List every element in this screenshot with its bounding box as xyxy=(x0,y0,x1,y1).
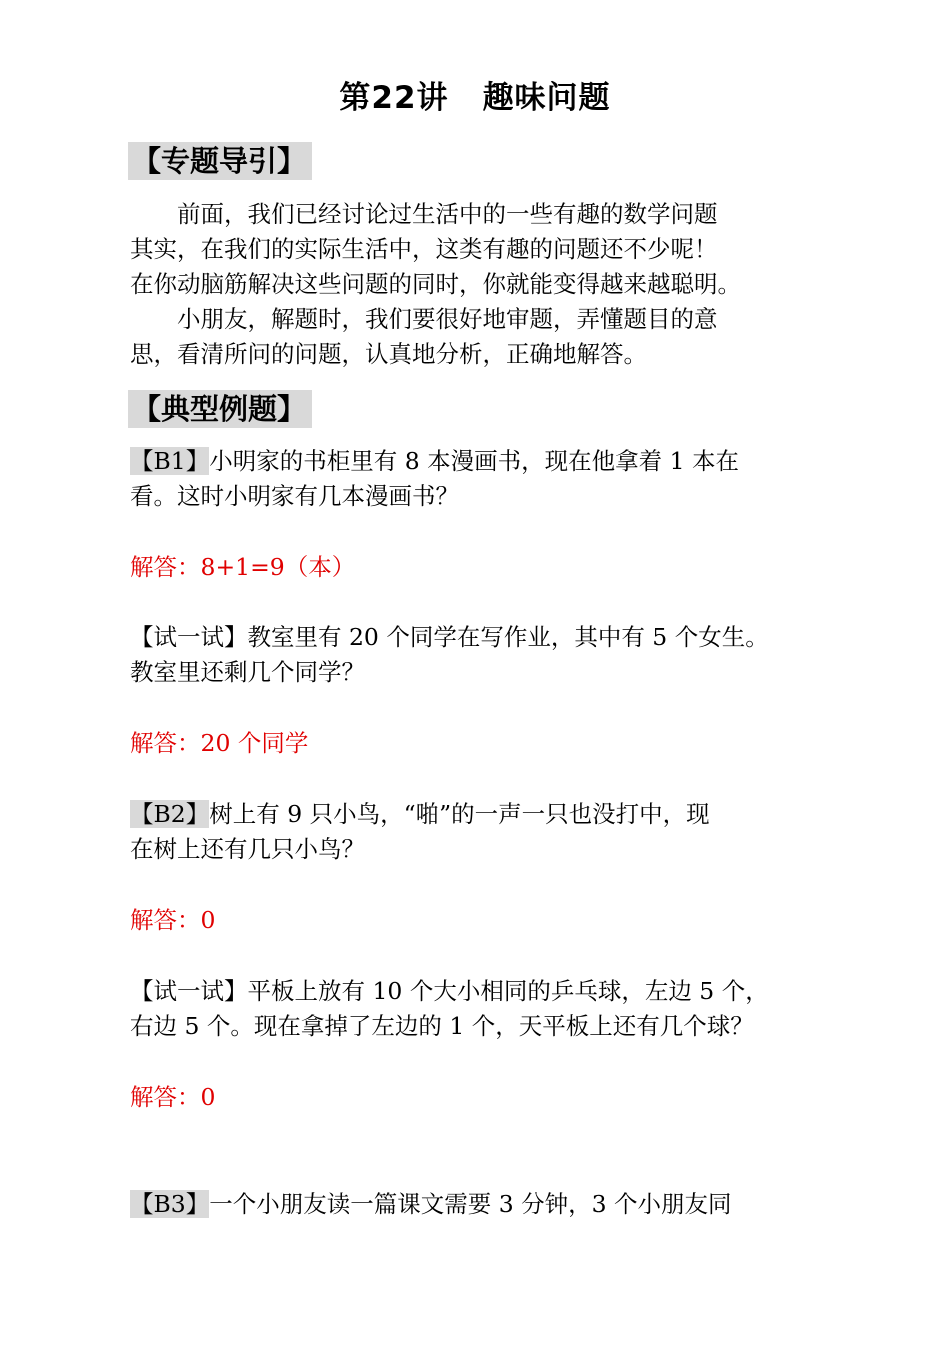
problem-b2 xyxy=(130,797,850,867)
intro-line: 其实，在我们的实际生活中，这类有趣的问题还不少呢！ xyxy=(130,235,718,263)
intro-line: 在你动脑筋解决这些问题的同时，你就能变得越来越聪明。 xyxy=(130,270,741,298)
problem-text: 看。这时小明家有几本漫画书？ xyxy=(130,482,459,510)
answer-try-2: 解答：0 xyxy=(130,1083,216,1111)
problem-text: 平板上放有 10 个大小相同的乒乓球，左边 5 个， xyxy=(247,977,769,1005)
problem-text: 小明家的书柜里有 8 本漫画书，现在他拿着 1 本在 xyxy=(209,447,740,475)
intro-line: 前面，我们已经讨论过生活中的一些有趣的数学问题 xyxy=(177,200,718,228)
problem-text: 教室里还剩几个同学？ xyxy=(130,658,365,686)
answer-b2: 解答：0 xyxy=(130,906,216,934)
intro-paragraph-2 xyxy=(130,302,850,372)
problem-text: 右边 5 个。现在拿掉了左边的 1 个，天平板上还有几个球？ xyxy=(130,1012,754,1040)
problem-text: 教室里有 20 个同学在写作业，其中有 5 个女生。 xyxy=(247,623,769,651)
problem-text: 一个小朋友读一篇课文需要 3 分钟，3 个小朋友同 xyxy=(209,1190,732,1218)
problem-tag: 【B1】 xyxy=(130,447,210,475)
problem-tag: 【B2】 xyxy=(130,800,210,828)
intro-paragraph-1 xyxy=(130,197,850,302)
problem-text: 在树上还有几只小鸟？ xyxy=(130,835,365,863)
problem-b1 xyxy=(130,444,850,514)
title-lecture-number: 第22讲 xyxy=(339,80,449,116)
section-heading-intro: 【专题导引】 xyxy=(128,142,312,180)
problem-try-1 xyxy=(130,620,850,690)
problem-b3 xyxy=(130,1187,850,1222)
intro-line: 思，看清所问的问题，认真地分析，正确地解答。 xyxy=(130,340,647,368)
problem-tag: 【B3】 xyxy=(130,1190,210,1218)
title-topic: 趣味问题 xyxy=(482,80,611,116)
answer-try-1: 解答：20 个同学 xyxy=(130,729,309,757)
page-title xyxy=(0,72,950,117)
intro-line: 小朋友，解题时，我们要很好地审题，弄懂题目的意 xyxy=(177,305,718,333)
problem-try-2 xyxy=(130,974,850,1044)
answer-b1: 解答：8+1=9（本） xyxy=(130,553,356,581)
problem-tag: 【试一试】 xyxy=(130,623,248,651)
problem-tag: 【试一试】 xyxy=(130,977,248,1005)
section-heading-examples: 【典型例题】 xyxy=(128,390,312,428)
problem-text: 树上有 9 只小鸟，“啪”的一声一只也没打中，现 xyxy=(209,800,710,828)
